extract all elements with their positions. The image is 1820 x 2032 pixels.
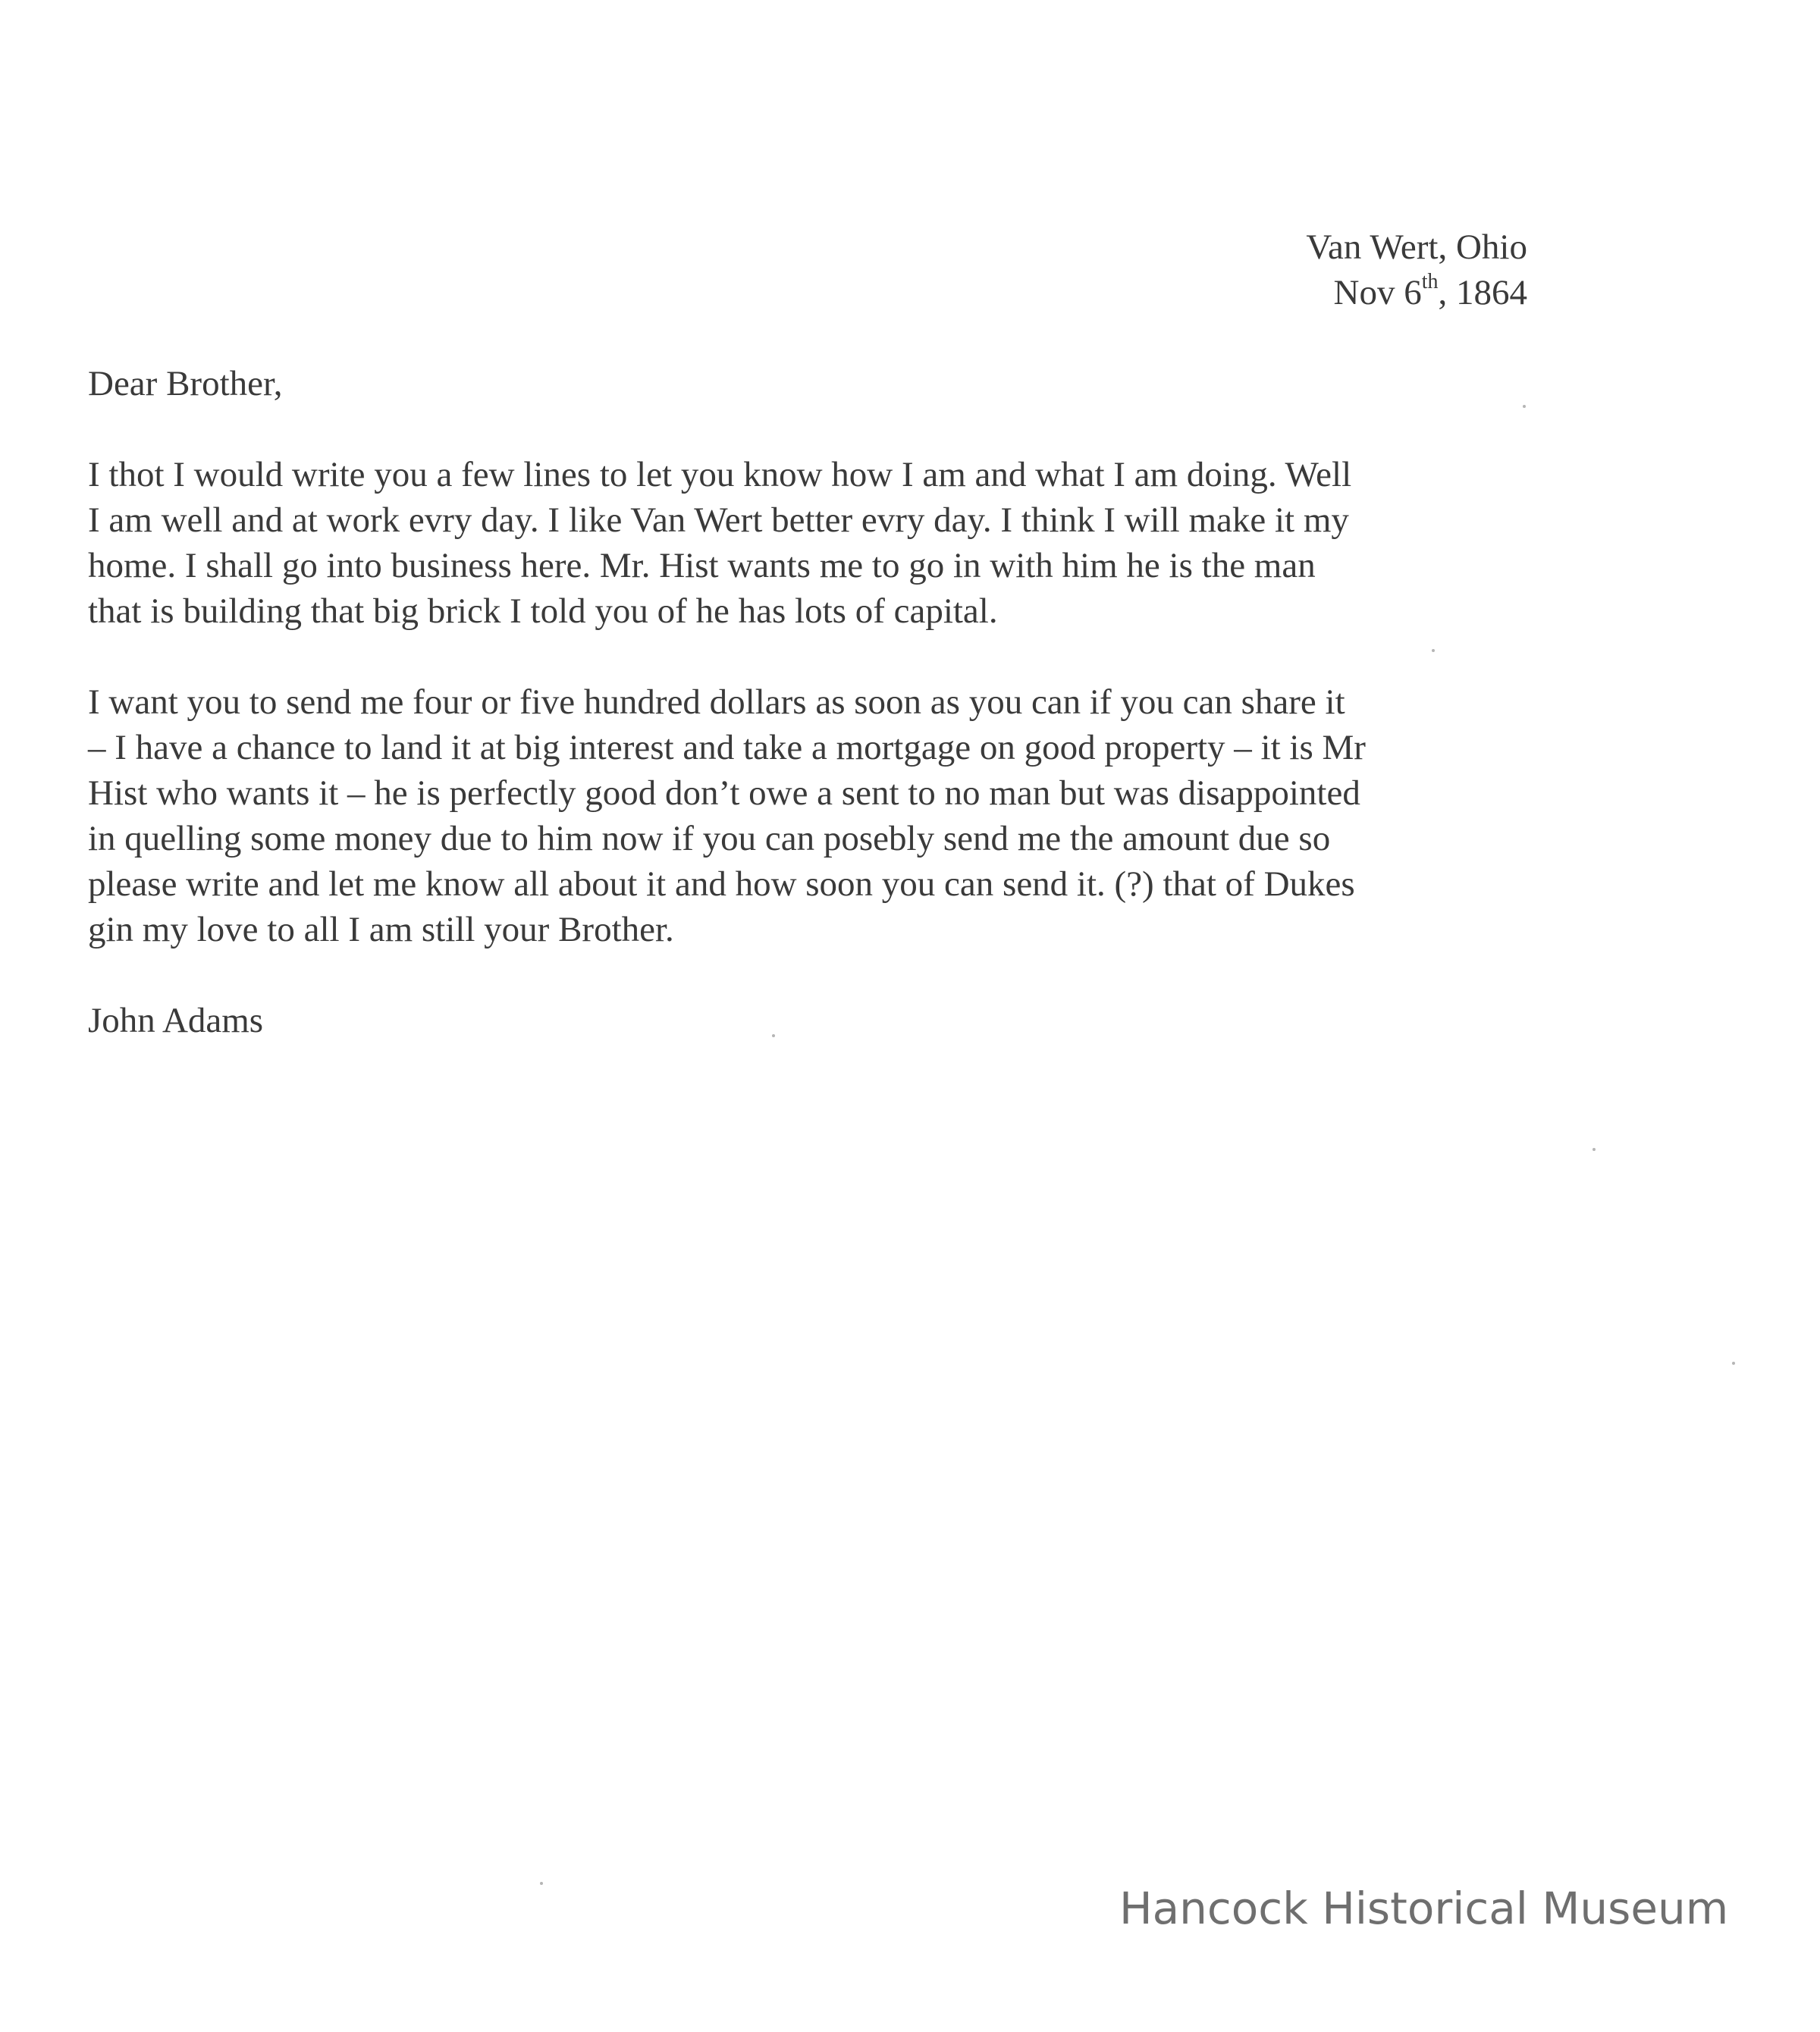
- scan-speck: [1732, 1362, 1735, 1365]
- paragraph-line: that is building that big brick I told you of he has lots of capital.: [88, 591, 998, 631]
- paragraph-line: I want you to send me four or five hundred dollars as soon as you can if you can share it: [88, 682, 1345, 722]
- paragraph-line: gin my love to all I am still your Brother.: [88, 910, 674, 949]
- date-superscript: th: [1421, 270, 1439, 294]
- scan-speck: [1523, 405, 1526, 408]
- scan-speck: [540, 1882, 543, 1885]
- paragraph-1: [88, 452, 1527, 634]
- signature: John Adams: [88, 1001, 264, 1040]
- paragraph-line: I thot I would write you a few lines to let you know how I am and what I am doing. Well: [88, 455, 1352, 494]
- salutation: Dear Brother,: [88, 364, 283, 403]
- scan-speck: [772, 1034, 775, 1037]
- scan-speck: [1592, 1148, 1596, 1151]
- museum-watermark: Hancock Historical Museum: [1119, 1883, 1729, 1934]
- letter-heading: [88, 224, 1527, 315]
- paragraph-line: I am well and at work evry day. I like Van Wert better evry day. I think I will make it my: [88, 500, 1349, 540]
- scan-speck: [1432, 649, 1435, 652]
- date-prefix: Nov 6: [1333, 273, 1422, 312]
- date-suffix: , 1864: [1438, 273, 1527, 312]
- letter-date: [88, 270, 1527, 315]
- paragraph-line: – I have a chance to land it at big interest and take a mortgage on good property – it is Mr: [88, 728, 1366, 767]
- paragraph-line: please write and let me know all about it and how soon you can send it. (?) that of Dukes: [88, 864, 1355, 904]
- paragraph-line: Hist who wants it – he is perfectly good don’t owe a sent to no man but was disappointed: [88, 773, 1360, 813]
- paragraph-line: home. I shall go into business here. Mr. Hist wants me to go in with him he is the man: [88, 546, 1316, 585]
- letter-body: [88, 224, 1527, 1043]
- paragraph-2: [88, 679, 1527, 952]
- letter-place: Van Wert, Ohio: [1306, 227, 1527, 267]
- paragraph-line: in quelling some money due to him now if you can posebly send me the amount due so: [88, 819, 1331, 858]
